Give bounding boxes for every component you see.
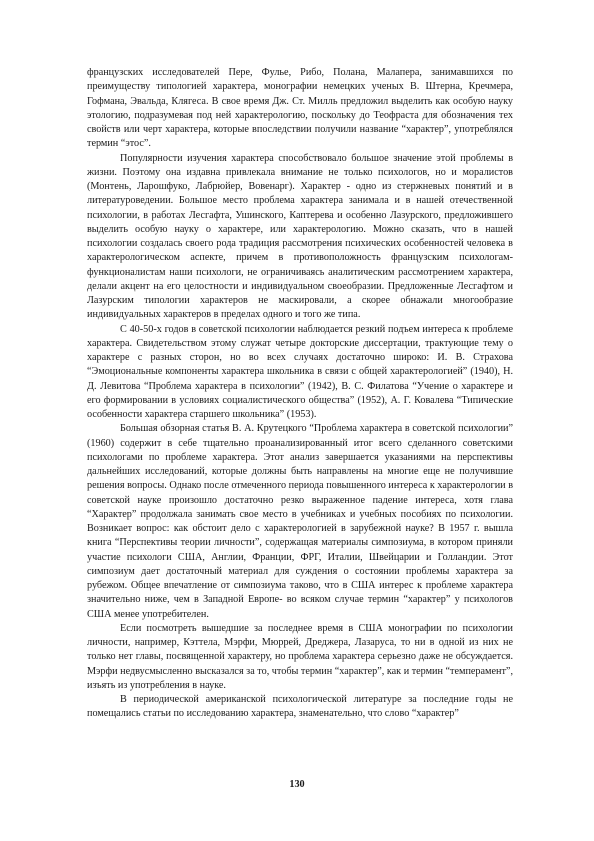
paragraph-4: Большая обзорная статья В. А. Крутецкого “Проблема характера в советской психологии” (1960) содержит в себе тщательно проанализированный итог всего сделанного советскими психологами по проблеме характера. Этот анализ завершается указаниями на перспективы дальнейших исследований, которые должны быть направлены на многие еще не получившие решения вопросы. Однако после отмеченного периода повышенного интереса к характерологии в советской науке произошло достаточно резко выраженное падение интереса, хотя глава “Характер” продолжала занимать свое место в учебниках и учебных пособиях по психологии. Возникает вопрос: как обстоит дело с характерологией в зарубежной науке? В 1957 г. вышла книга “Перспективы теории личности”, содержащая материалы симпозиума, в котором приняли участие психологи США, Англии, Франции, ФРГ, Италии, Швейцарии и Голландии. Этот симпозиум дает достаточный материал для суждения о состоянии проблемы характера за рубежом. Общее впечатление от симпозиума таково, что в США интерес к проблеме характера значительно ниже, чем в Западной Европе- во всяком случае термин “характер” у психологов США менее употребителен. — [87, 423, 513, 620]
page-number: 130 — [289, 779, 305, 790]
paragraph-1: французских исследователей Пере, Фулье, Рибо, Полана, Малапера, занимавшихся по преимуществу типологией характера, монографии немецких ученых В. Штерна, Кречмера, Гофмана, Эвальда, Клягеса. В свое время Дж. Ст. Милль предложил выделить как особую науку этологию, подразумевая под ней характерологию, поскольку до Теофраста для обозначения тех свойств или черт характера, которые впоследствии получили название “характер”, употреблялся термин “этос”. — [87, 67, 513, 150]
paragraph-5: Если посмотреть вышедшие за последнее время в США монографии по психологии личности, например, Кэттела, Мэрфи, Мюррей, Дреджера, Лазаруса, то ни в одной из них не только нет главы, посвященной характеру, но проблема характера серьезно даже не обсуждается. Мэрфи недвусмысленно высказался за то, чтобы термин “характер”, как и термин “темперамент”, изъять из употребления в науке. — [87, 622, 513, 691]
paragraph-3: С 40-50-х годов в советской психологии наблюдается резкий подъем интереса к проблеме характера. Свидетельством этому служат четыре докторские диссертации, трактующие тему о характере с разных сторон, но во всех случаях достаточно широко: И. В. Страхова “Эмоциональные компоненты характера школьника в связи с общей характерологией” (1940), Н. Д. Левитова “Проблема характера в психологии” (1942), В. С. Филатова “Учение о характере и его формировании в условиях социалистического общества” (1952), А. Г. Ковалева “Типические особенности характера старшего школьника” (1953). — [87, 323, 513, 420]
paragraph-6: В периодической американской психологической литературе за последние годы не помещались статьи по исследованию характера, знаменательно, что слово “характер” — [87, 694, 513, 720]
paragraph-2: Популярности изучения характера способствовало большое значение этой проблемы в жизни. Поэтому она издавна привлекала внимание не только психологов, но и моралистов (Монтень, Ларошфуко, Лабрюйер, Вовенарг). Характер - одно из стержневых понятий и в литературоведении. Большое место проблема характера занимала и в нашей отечественной психологии, в работах Лесгафта, Ушинского, Каптерева и особенно Лазурского, предложившего выделить особую науку о характере, или характерологию. Можно сказать, что в нашей психологии создалась своего рода традиция рассмотрения психических особенностей человека в характерологическом аспекте, причем в противоположность французским психологам-функционалистам наши психологи, не ограничиваясь аналитическим рассмотрением характера, делали акцент на его целостности и индивидуальном своеобразии. Предложенные Лесгафтом и Лазурским типологии характеров не маскировали, а скорее обнажали многообразие индивидуальных характеров в пределах одного и того же типа. — [87, 152, 513, 321]
document-body — [87, 66, 513, 722]
